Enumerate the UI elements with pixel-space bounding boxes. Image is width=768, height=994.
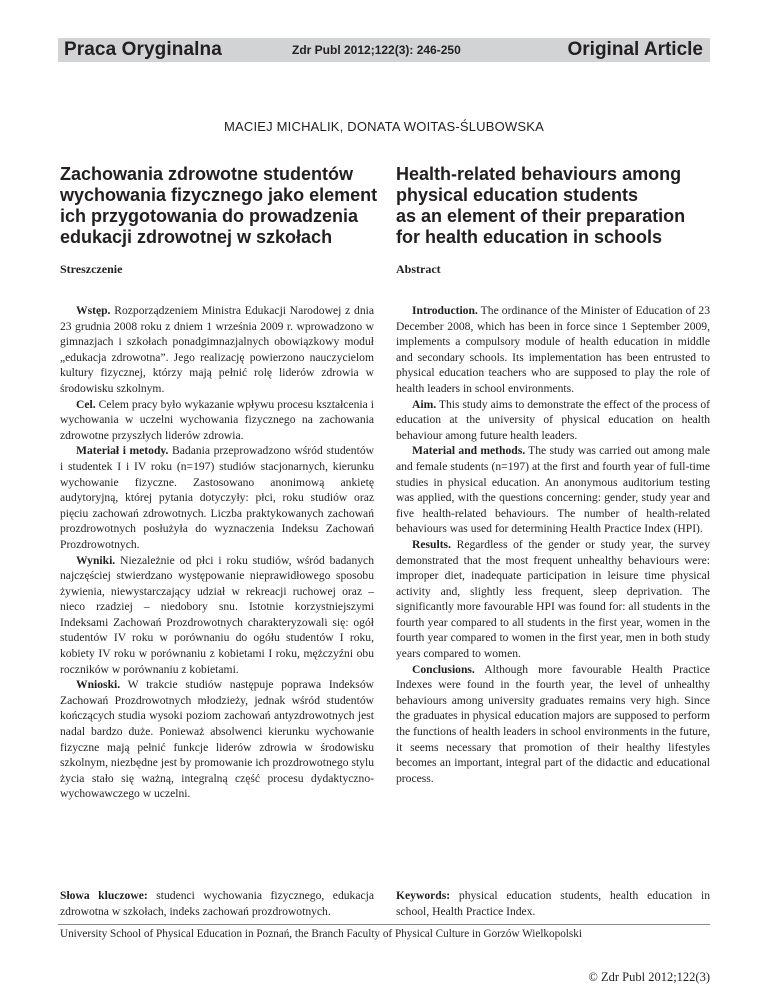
paragraph-text: Niezależnie od płci i roku studiów, wśród badanych najczęściej stwierdzano występowanie nieprawidłowego sposobu żywienia, niewystarczający udział w rekreacji ruchowej oraz – nieco rzadziej – niedobory snu. Istotnie korzystniejszymi Indeksami Zachowań Prozdrowotnych charakteryzowali się: ogół studentów IV roku w porównaniu do ogółu studentów I roku, kobiety IV roku w porównaniu z kobietami I roku, mężczyźni obu roczników w porównaniu z kobietami. — [60, 553, 374, 676]
paragraph-text: The study was carried out among male and female students (n=197) at the first and fourth year of full-time studies in physical education. An anonymous auditorium testing was applied, with the questions concerning: gender, study year and five health-related behaviours. The number of health-related behaviours was used for determining Health Practice Index (HPI). — [396, 444, 711, 536]
paragraph-label: Wnioski. — [76, 678, 121, 692]
abstract-body-pl — [60, 303, 374, 802]
title-line: edukacji zdrowotnej w szkołach — [60, 227, 333, 247]
paragraph-text: Regardless of the gender or study year, the survey demonstrated that the most frequent unhealthy behaviours were: improper diet, inadequate participation in leisure time physical activity and, slightly less frequent, sleep deprivation. The significantly more favourable HPI was found for: all students in the fourth year compared to all students in the first year, women in the fourth year compared to women in the first year, men in both study years compared to women. — [396, 537, 710, 661]
abstract-paragraph — [60, 677, 374, 802]
paragraph-text: Rozporządzeniem Ministra Edukacji Narodowej z dnia 23 grudnia 2008 roku z dniem 1 września 2009 r. wprowadzono w gimnazjach i szkołach ponadgimnazjalnych obowiązkowy moduł „edukacja zdrowotna”. Jego realizację powierzono nauczycielom kultury fizycznej, którzy mają pełnić rolę liderów zdrowia w środowisku szkolnym. — [60, 304, 374, 395]
copyright: © Zdr Publ 2012;122(3) — [588, 970, 710, 984]
affiliation: University School of Physical Education in Poznań, the Branch Faculty of Physical Culture in Gorzów Wielkopolski — [60, 928, 582, 940]
paragraph-text: The ordinance of the Minister of Education of 23 December 2008, which has been in force since 1 September 2009, implements a compulsory module of health education in middle and secondary schools. Its implementation has been entrusted to physical education teachers who are supposed to play the role of health leaders in school environments. — [396, 304, 710, 395]
title-line: physical education students — [396, 185, 639, 205]
paragraph-label: Aim. — [412, 397, 437, 411]
keywords-label: Keywords: — [396, 889, 451, 902]
article-type-en: Original Article — [567, 39, 703, 60]
paragraph-label: Material and methods. — [412, 444, 526, 458]
abstract-paragraph — [396, 303, 710, 397]
title-line: as an element of their preparation — [396, 206, 686, 226]
author-list: MACIEJ MICHALIK, DONATA WOITAS-ŚLUBOWSKA — [223, 119, 545, 134]
abstract-heading-pl: Streszczenie — [60, 262, 123, 276]
paragraph-text: W trakcie studiów następuje poprawa Indeksów Zachowań Prozdrowotnych młodzieży, jednak wśród studentów kończących studia wysoki poziom zachowań antyzdrowotnych jest nadal bardzo duże. Ponieważ absolwenci kierunku wychowanie fizyczne mają pełnić funkcje liderów zdrowia w środowisku szkolnym, niezbędne jest by promowanie ich prozdrowotnego stylu życia stało się ważną, integralną część procesu dydaktyczno-wychowawczego w uczelni. — [60, 678, 374, 801]
title-line: wychowania fizycznego jako element — [60, 185, 378, 205]
footer-divider — [58, 924, 710, 925]
title-line: Health-related behaviours among — [396, 164, 682, 184]
abstract-paragraph — [396, 537, 710, 662]
keywords-en — [396, 888, 710, 919]
paragraph-label: Wstęp. — [76, 304, 111, 317]
abstract-paragraph — [60, 303, 374, 397]
abstract-body-en — [396, 303, 710, 786]
journal-header-band — [58, 38, 710, 62]
title-line: for health education in schools — [396, 227, 663, 247]
abstract-paragraph — [396, 397, 710, 444]
title-line: Zachowania zdrowotne studentów — [60, 164, 354, 184]
article-type-pl: Praca Oryginalna — [64, 39, 222, 60]
journal-reference: Zdr Publ 2012;122(3): 246-250 — [292, 43, 461, 57]
abstract-paragraph — [396, 443, 710, 537]
paragraph-text: Celem pracy było wykazanie wpływu procesu kształcenia i wychowania w uczelni wychowania fizycznego na zachowania zdrowotne przyszłych liderów zdrowia. — [60, 397, 374, 442]
paragraph-text: Badania przeprowadzono wśród studentów i studentek I i IV roku (n=197) studiów stacjonarnych, kierunku wychowanie fizyczne. Zastosowano anonimową ankietę audytoryjną, której pytania dotyczyły: płci, roku studiów oraz pięciu zachowań zdrowotnych. Liczba praktykowanych zachowań prozdrowotnych posłużyła do wyznaczenia Indeksu Zachowań Prozdrowotnych. — [60, 444, 374, 551]
abstract-paragraph — [60, 397, 374, 444]
keywords-pl — [60, 888, 374, 919]
paragraph-label: Results. — [412, 537, 451, 551]
title-line: ich przygotowania do prowadzenia — [60, 206, 359, 226]
keywords-text: studenci wychowania fizycznego, edukacja zdrowotna w szkołach, indeks zachowań prozdrowotnych. — [60, 889, 374, 918]
paragraph-label: Cel. — [76, 397, 96, 411]
paragraph-label: Introduction. — [412, 304, 478, 317]
paragraph-label: Conclusions. — [412, 662, 475, 676]
paragraph-text: Although more favourable Health Practice Indexes were found in the fourth year, the level of unhealthy behaviours among university graduates remains very high. Since the graduates in physical education majors are supposed to perform the functions of health leaders in school environments in the future, it seems necessary that promotion of their healthy lifestyles becomes an important, integral part of the didactic and educational process. — [396, 662, 710, 785]
keywords-text: physical education students, health education in school, Health Practice Index. — [396, 889, 710, 918]
keywords-label: Słowa kluczowe: — [60, 889, 148, 902]
abstract-paragraph — [60, 443, 374, 552]
paragraph-text: This study aims to demonstrate the effect of the process of education at the university of physical education on health behaviour among future health leaders. — [396, 397, 710, 442]
abstract-paragraph — [60, 553, 374, 678]
abstract-paragraph — [396, 662, 710, 787]
title-english — [396, 164, 720, 248]
paragraph-label: Materiał i metody. — [76, 444, 169, 458]
abstract-heading-en: Abstract — [396, 262, 441, 276]
paragraph-label: Wyniki. — [76, 553, 116, 567]
title-polish — [60, 164, 384, 248]
